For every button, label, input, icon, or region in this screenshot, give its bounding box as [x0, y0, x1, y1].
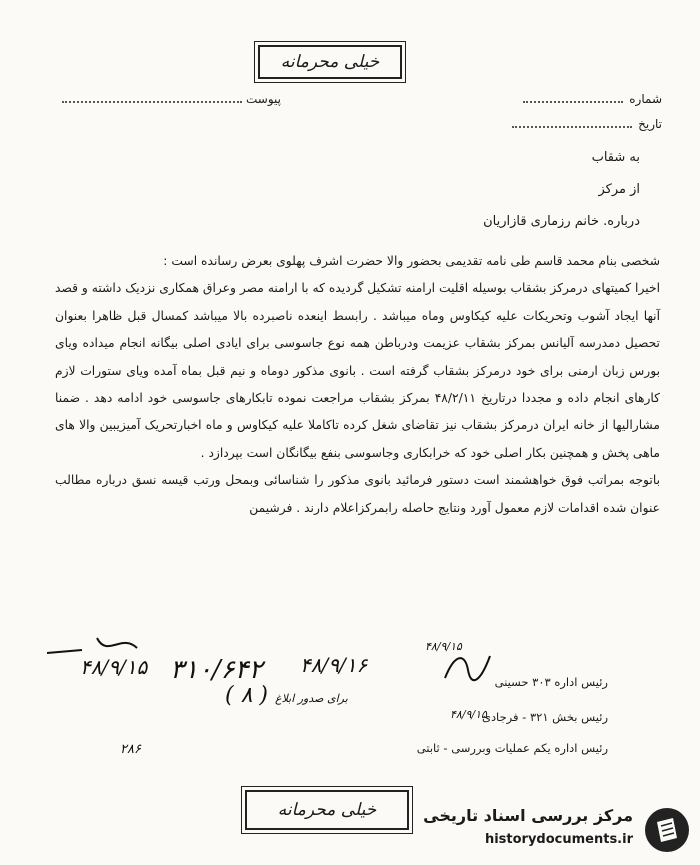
handwritten-date-c: ۴۸/۹/۱۵	[450, 708, 487, 721]
archive-org-name: مرکز بررسی اسناد تاریخی	[423, 806, 633, 825]
attachment-line	[62, 93, 242, 103]
number-label: شماره	[629, 92, 662, 106]
handwritten-paren: ( ۸ )	[225, 683, 268, 708]
signature-scribble-icon	[440, 648, 495, 688]
date-field	[512, 117, 662, 131]
date-label: تاریخ	[638, 117, 662, 131]
attachment-field	[62, 92, 281, 106]
initials-scribble-icon	[42, 628, 152, 668]
handwritten-number: ۳۱۰/۶۴۲	[170, 655, 263, 685]
subject-line: درباره. خانم رزماری قازاریان	[483, 214, 640, 229]
intro-paragraph: شخصی بنام محمد قاسم طی نامه تقدیمی بحضور والا حضرت اشرف پهلوی بعرض رسانده است :	[163, 254, 660, 268]
letter-body	[55, 248, 660, 522]
handwritten-note: برای صدور ابلاغ	[275, 692, 348, 705]
number-line	[523, 93, 623, 103]
body-paragraph-1: اخیرا کمیتهای درمرکز بشقاب بوسیله اقلیت ارامنه تشکیل گردیده که با ارامنه مصر وعراق همکاری نزدیک داشته و قصد آنها ایجاد آشوب وتحریکات علیه کیکاوس وماه میباشد . رابسط اینعده ناصبرده بالا میباشد کمسال قبل ظاهرا بعنوان تحصیل دمدرسه آلیانس بمرکز بشقاب عزیمت ودرباطن همه نوع جاسوسی برای ایادی اصلی بیگانه انجام میداده ویای بورس زبان ارمنی برای خود درمرکز بشقاب گرفته است . بانوی مذکور دوماه و نیم قبل بماه آمده ویای ستورات لازم کارهای انجام داده و مجددا درتاریخ ۴۸/۲/۱۱ بمرکز بشقاب مراجعت نموده تابکارهای جاسوسی خود ادامه دهد . ضمنا مشارالیها از خانه ایران درمرکز بشقاب نیز تقاضای شغل کرده تاکاملا علیه کیکاوس و ماه اخبارتحریک آمیزیبین والا های ماهی پخش و همچنین بکار اصلی خود که خرابکاری وجاسوسی بنفع بیگانگان است بپردازد .	[55, 281, 660, 460]
classification-stamp-bottom: خیلی محرمانه	[245, 790, 409, 830]
signature-line-2: رئیس بخش ۳۲۱ - فرجادی	[481, 710, 608, 724]
archive-logo-icon	[643, 806, 691, 854]
attachment-label: پیوست	[246, 92, 281, 106]
body-paragraph-2: باتوجه بمراتب فوق خواهشمند است دستور فرمائید بانوی مذکور را شناسائی وبمحل ورتب قیسه نسق درباره مطالب عنوان شده اقدامات لازم معمول آورد ونتایج حاصله رابمرکزاعلام دارند . فرشیمن	[55, 473, 660, 515]
date-line	[512, 118, 632, 128]
archive-watermark	[405, 800, 695, 860]
from-line: از مرکز	[598, 182, 640, 197]
handwritten-date-b: ۴۸/۹/۱۶	[300, 653, 368, 677]
handwritten-date-d: ۴۸/۹/۱۵	[80, 655, 148, 679]
handwritten-date-a: ۴۸/۹/۱۵	[425, 640, 462, 653]
classification-stamp-top: خیلی محرمانه	[258, 45, 402, 79]
signature-line-1: رئیس اداره ۳۰۳ حسینی	[494, 675, 608, 689]
signature-line-3: رئیس اداره یکم عملیات وبررسی - ثابتی	[416, 741, 608, 755]
archive-site: historydocuments.ir	[484, 832, 633, 847]
number-field	[523, 92, 662, 106]
handwritten-page-number: ۲۸۶	[120, 742, 141, 757]
to-line: به شقاب	[591, 150, 640, 165]
